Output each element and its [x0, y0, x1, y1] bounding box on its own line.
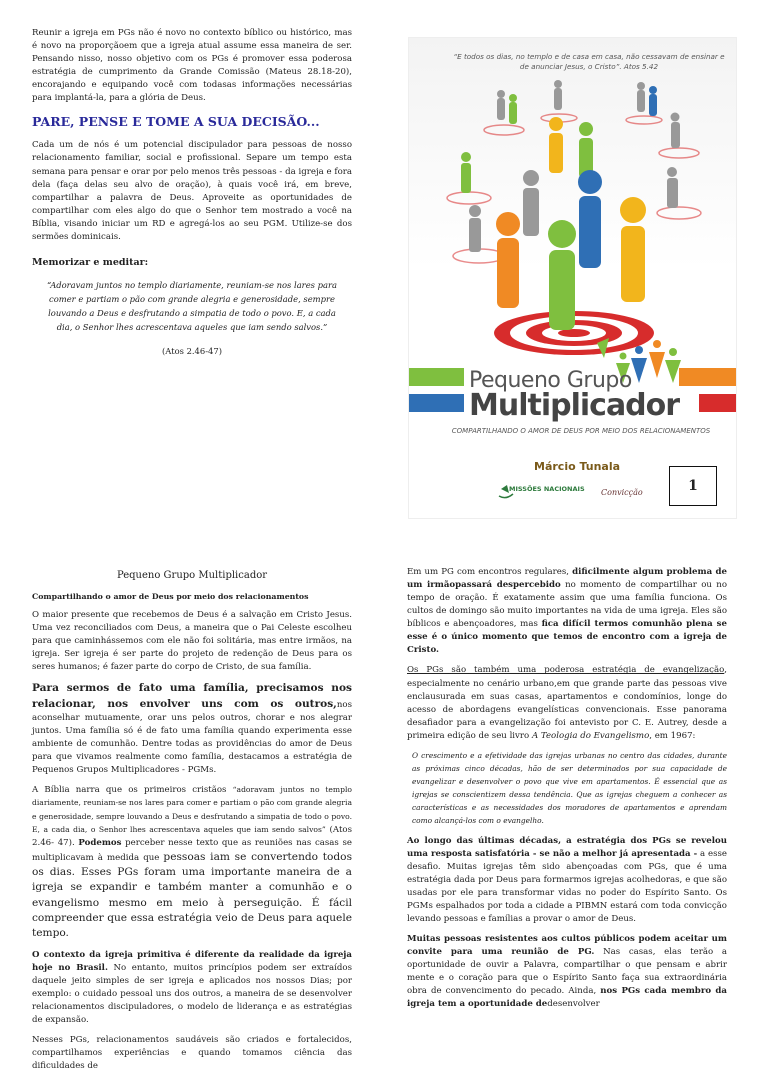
paragraph-3-big: pessoas iam se convertendo todos os dias. Esses PGs foram uma importante maneira de a igreja se expandir e também manter a comunhão e o evangelismo mesmo em meio à perseguição. É fácil compreender que essa estratégia veio de Deus para aquele tempo.: [32, 850, 352, 940]
paragraph-2: [32, 681, 352, 777]
right-p1-start: Em um PG com encontros regulares,: [407, 567, 573, 577]
intro-paragraph: Reunir a igreja em PGs não é novo no contexto bíblico ou histórico, mas é novo na proporçãoem que a igreja atual assume essa maneira de ser. Pensando nisso, nosso objetivo com os PGs é promover essa poderosa estratégia de cumprimento da Grande Comissão (Mateus 28.18-20), encorajando e equipando você com todasas informações necessárias para implantá-la, para a glória de Deus.: [32, 28, 352, 104]
right-paragraph-4: [407, 933, 727, 1011]
autrey-quote: O crescimento e a efetividade das igrejas urbanas no centro das cidades, durante as próximas cinco décadas, hão de ser determinados por sua capacidade de evangelizar e desenvolver o povo que vive em apartamentos. É essencial que as igrejas se conscientizem dessa tendência. Que as igrejas cheguem a conhecer as características e as necessidades dos moradores de apartamentos e aprendam como alcançá-los com o evangelho.: [412, 750, 727, 825]
bible-reference: (Atos 2.46-47): [162, 345, 222, 356]
cover-title-line2: Multiplicador: [469, 388, 680, 423]
cover-author: Márcio Tunala: [534, 460, 621, 473]
paragraph-4-rest: No entanto, muitos princípios podem ser extraídos daquele jeito simples de ser igreja e aplicados nos nossos Dias; por exemplo: o cuidado pessoal uns dos outros, a maneira de se desenvolver relacionamentos discipuladores, o modelo de liderança e as estratégias de expansão.: [32, 962, 352, 1026]
paragraph-1: O maior presente que recebemos de Deus é a salvação em Cristo Jesus. Uma vez reconciliados com Deus, a maneira que o Pai Celeste escolheu para que caminhássemos com ele não foi solitária, mas entre irmãos, na igreja. Ser igreja é ser parte do projeto de redenção de Deus para os seres humanos; é fazer parte do corpo de Cristo, de sua família.: [32, 610, 352, 673]
right-p1-rest: no momento de compartilhar ou no tempo de oração. É exatamente assim que uma família funciona. Os cultos de domingo são muito importantes na vida de uma igreja. Eles são bíblicos e abençoadores, mas: [407, 580, 727, 630]
right-paragraph-2: [407, 664, 727, 742]
paragraph-5: Nesses PGs, relacionamentos saudáveis são criados e fortalecidos, compartilhamos experiências e quando tomamos ciência das dificuldades de: [32, 1035, 352, 1072]
publisher-logo: MISSÕES NACIONAIS: [509, 485, 585, 493]
paragraph-2-rest: nos aconselhar mutuamente, orar uns pelos outros, chorar e nos alegrar juntos. Uma família só é de fato uma família quando experimenta esse ambiente de comunhão. Dentre todas as providências do amor de Deus para que vivamos realmente como família, destacamos a estratégia de Pequenos Grupos Multiplicadores - PGMs.: [32, 699, 352, 776]
right-paragraph-1: [407, 566, 727, 657]
right-p4-rest: Nas casas, elas terão a oportunidade de ouvir a Palavra, compartilhar o que pensam e abrir mente e o coração para que o Espírito Santo faça sua extraordinária obra de convencimento do pecado. Ainda,: [407, 947, 727, 997]
section-heading: PARE, PENSE E TOME A SUA DECISÃO...: [32, 114, 320, 130]
right-paragraph-3: [407, 835, 727, 926]
paragraph-4-bold: O contexto da igreja primitiva é diferente da realidade da igreja hoje no Brasil.: [32, 949, 352, 973]
paragraph-4: [32, 949, 352, 1027]
paragraph-3-quote: “adoravam juntos no templo diariamente, reuniam-se nos lares para comer e partiam o pão com grande alegria e generosidade, sempre louvando a Deus e desfrutando a simpatia de todo o povo. E, a cada dia, o Senhor lhes acrescentava aqueles que iam sendo salvos”: [32, 785, 352, 834]
paragraph-2-bold: Para sermos de fato uma família, precisamos nos relacionar, nos envolver uns com os outros,: [32, 682, 352, 710]
paragraph-3-ref: (Atos 2.46- 47).: [32, 824, 352, 848]
right-p2-underline: Os PGs são também uma poderosa estratégia de evangelização: [407, 665, 725, 676]
publisher-logo-2: Convicção: [601, 488, 643, 497]
right-p2-rest: , especialmente no cenário urbano,em que grande parte das pessoas vive enclausurada em suas casas, apartamentos e condomínios, longe do acesso de abordagens evangelísticas convencionais. Esse panorama desafiador para a evangelização foi antevisto por C. E. Autrey, desde a primeira edição de seu livro: [407, 665, 727, 741]
book-cover: [408, 37, 737, 519]
article-title: Pequeno Grupo Multiplicador: [116, 570, 268, 581]
cover-verse: “E todos os dias, no templo e de casa em casa, não cessavam de ensinar e de anunciar Jesus, o Cristo”. Atos 5.42: [453, 52, 725, 71]
right-p1-bold: dificilmente algum problema de um irmãopassará despercebido: [407, 567, 727, 591]
paragraph-3-start: A Bíblia narra que os primeiros cristãos: [32, 785, 233, 796]
right-p2-end: , em 1967:: [649, 730, 696, 741]
bottom-right-column: [407, 566, 727, 1018]
decision-paragraph: Cada um de nós é um potencial discipulador para pessoas de nosso relacionamento familiar, social e profissional. Separe um tempo esta semana para pensar e orar por pelo menos três pessoas - da igreja e fora dela (faça delas seu alvo de oração), à quais você irá, em breve, compartilhar a palavra de Deus. Aproveite as oportunidades de compartilhar com eles algo do que o Senhor tem mostrado a você na Bíblia, visando iniciar um RD e agregá-los ao seu PGM. Utilize-se dos sermões dominicais.: [32, 140, 352, 242]
right-p4-bold2: nos PGs cada membro da igreja tem a oportunidade de: [407, 986, 728, 1010]
paragraph-3-mid: perceber nesse texto que as reuniões nas casas se multiplicavam à medida que: [32, 837, 352, 863]
right-p2-book: A Teologia do Evangelismo: [531, 730, 650, 741]
paragraph-3: [32, 784, 352, 941]
right-p4-bold: Muitas pessoas resistentes aos cultos públicos podem aceitar um convite para uma reunião de PG.: [407, 933, 727, 958]
right-p3-rest: a esse desafio. Muitas igrejas têm sido abençoadas com PGs, que é uma estratégia dada por Deus para formarmos igrejas acolhedoras, e que são usadas por ele para transformar vidas no poder do Espírito Santo. Os PGMs espalhados por toda a cidade a PIBMN estará com toda convicção levando pessoas e famílias a provar o amor de Deus.: [407, 848, 727, 924]
right-p3-bold: Ao longo das últimas décadas, a estratégia dos PGs se revelou uma resposta satisfatória - se não a melhor já apresentada -: [407, 835, 727, 859]
right-p4-end: desenvolver: [547, 999, 600, 1010]
bottom-left-column: [32, 568, 352, 1080]
cover-illustration: [409, 38, 736, 518]
article-subtitle: Compartilhando o amor de Deus por meio dos relacionamentos: [32, 592, 309, 602]
right-p1-bold2: fica difícil termos comunhão plena se esse é o único momento que temos de encontro com a igreja de Cristo.: [407, 619, 727, 656]
paragraph-3-bold: Podemos: [78, 837, 122, 848]
page-number: 1: [669, 466, 717, 506]
bible-quote: “Adoravam juntos no templo diariamente, reuniam-se nos lares para comer e partiam o pão com grande alegria e generosidade, sempre louvando a Deus e desfrutando a simpatia de todo o povo. E, a cada dia, o Senhor lhes acrescentava aqueles que iam sendo salvos.”: [47, 280, 337, 332]
top-left-column: [32, 27, 352, 358]
cover-title-line1: Pequeno Grupo: [469, 368, 632, 393]
cover-tagline: COMPARTILHANDO O AMOR DE DEUS POR MEIO DOS RELACIONAMENTOS: [451, 427, 711, 435]
memorize-heading: Memorizar e meditar:: [32, 256, 149, 268]
